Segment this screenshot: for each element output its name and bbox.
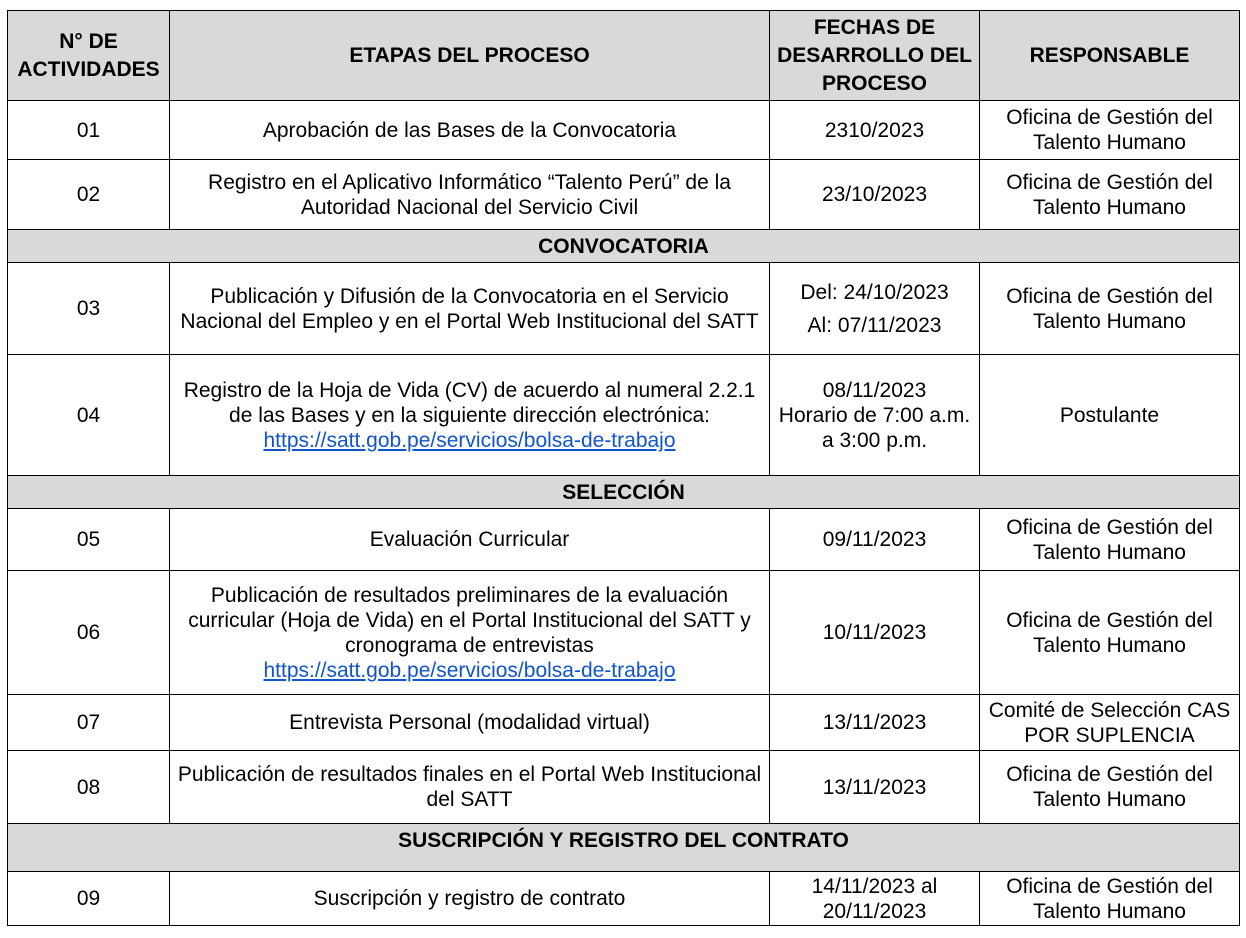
section-row [8, 476, 1240, 509]
table-row [8, 101, 1240, 160]
activity-number: 07 [8, 695, 170, 751]
activity-number: 08 [8, 751, 170, 824]
activity-number: 03 [8, 263, 170, 355]
activity-date: 09/11/2023 [770, 509, 980, 571]
activity-date: 23/10/2023 [770, 160, 980, 230]
section-row [8, 230, 1240, 263]
activity-number: 01 [8, 101, 170, 160]
stage-text: Publicación de resultados preliminares de la evaluación curricular (Hoja de Vida) en el Portal Institucional del SATT y cronograma de entrevistas [188, 583, 751, 657]
header-process-dates: FECHAS DE DESARROLLO DEL PROCESO [770, 11, 980, 101]
activity-number: 02 [8, 160, 170, 230]
activity-date [770, 355, 980, 476]
activity-stage: Aprobación de las Bases de la Convocatoria [170, 101, 770, 160]
activity-responsible: Oficina de Gestión del Talento Humano [980, 101, 1240, 160]
table-row [8, 263, 1240, 355]
activity-stage: Evaluación Curricular [170, 509, 770, 571]
activity-responsible: Oficina de Gestión del Talento Humano [980, 263, 1240, 355]
header-row [8, 11, 1240, 101]
activity-responsible: Postulante [980, 355, 1240, 476]
stage-text: Registro de la Hoja de Vida (CV) de acuerdo al numeral 2.2.1 de las Bases y en la siguiente dirección electrónica: [183, 378, 756, 427]
activity-number: 06 [8, 571, 170, 695]
header-process-stages: ETAPAS DEL PROCESO [170, 11, 770, 101]
activity-date: 13/11/2023 [770, 695, 980, 751]
date-text: 08/11/2023 [822, 378, 927, 402]
activity-number: 09 [8, 872, 170, 926]
bolsa-de-trabajo-link[interactable]: https://satt.gob.pe/servicios/bolsa-de-trabajo [263, 658, 676, 682]
date-from: Del: 24/10/2023 [800, 280, 949, 304]
section-row [8, 824, 1240, 872]
table-row [8, 160, 1240, 230]
table-row [8, 695, 1240, 751]
activity-date-range [770, 263, 980, 355]
activity-date: 10/11/2023 [770, 571, 980, 695]
activity-responsible: Oficina de Gestión del Talento Humano [980, 571, 1240, 695]
activity-date: 13/11/2023 [770, 751, 980, 824]
section-title-contrato: SUSCRIPCIÓN Y REGISTRO DEL CONTRATO [8, 824, 1240, 872]
date-to: Al: 07/11/2023 [807, 313, 942, 337]
schedule-table [7, 10, 1240, 926]
bolsa-de-trabajo-link[interactable]: https://satt.gob.pe/servicios/bolsa-de-trabajo [263, 428, 676, 452]
activity-responsible: Oficina de Gestión del Talento Humano [980, 751, 1240, 824]
table-row [8, 751, 1240, 824]
time-text: Horario de 7:00 a.m. a 3:00 p.m. [778, 403, 971, 452]
activity-stage: Publicación de resultados finales en el Portal Web Institucional del SATT [170, 751, 770, 824]
activity-stage [170, 571, 770, 695]
table-row [8, 509, 1240, 571]
header-activity-number: N° DE ACTIVIDADES [8, 11, 170, 101]
activity-date: 2310/2023 [770, 101, 980, 160]
activity-number: 05 [8, 509, 170, 571]
table-row [8, 872, 1240, 926]
activity-date: 14/11/2023 al 20/11/2023 [770, 872, 980, 926]
table-row [8, 571, 1240, 695]
activity-stage: Publicación y Difusión de la Convocatoria en el Servicio Nacional del Empleo y en el Portal Web Institucional del SATT [170, 263, 770, 355]
activity-stage: Suscripción y registro de contrato [170, 872, 770, 926]
activity-responsible: Oficina de Gestión del Talento Humano [980, 160, 1240, 230]
section-title-convocatoria: CONVOCATORIA [8, 230, 1240, 263]
activity-responsible: Comité de Selección CAS POR SUPLENCIA [980, 695, 1240, 751]
activity-stage [170, 355, 770, 476]
activity-responsible: Oficina de Gestión del Talento Humano [980, 509, 1240, 571]
activity-stage: Registro en el Aplicativo Informático “Talento Perú” de la Autoridad Nacional del Servicio Civil [170, 160, 770, 230]
activity-stage: Entrevista Personal (modalidad virtual) [170, 695, 770, 751]
activity-responsible: Oficina de Gestión del Talento Humano [980, 872, 1240, 926]
activity-number: 04 [8, 355, 170, 476]
table-row [8, 355, 1240, 476]
header-responsible: RESPONSABLE [980, 11, 1240, 101]
section-title-seleccion: SELECCIÓN [8, 476, 1240, 509]
